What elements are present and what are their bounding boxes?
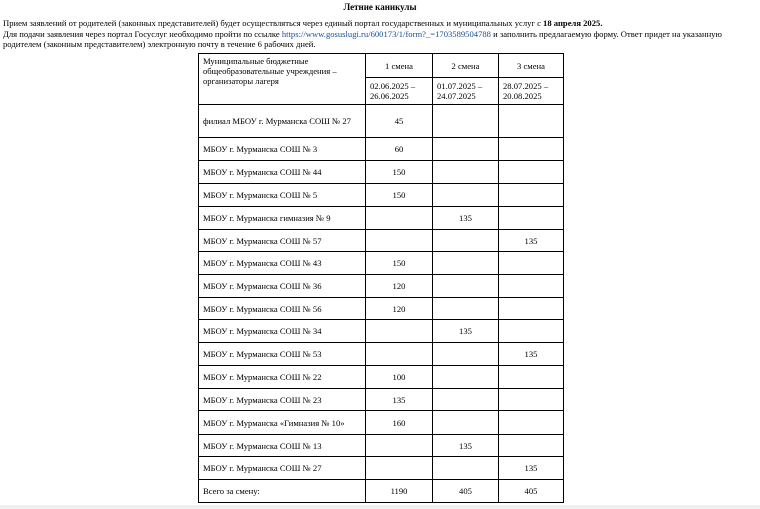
shift-2-capacity-cell — [433, 366, 499, 389]
shift-3-capacity-cell — [499, 411, 564, 435]
shift-2-capacity-cell — [433, 230, 499, 252]
shift-3-capacity-cell: 135 — [499, 230, 564, 252]
school-name-cell: МБОУ г. Мурманска СОШ № 43 — [199, 252, 366, 275]
gosuslugi-link[interactable]: https://www.gosuslugi.ru/600173/1/form?_=1703589504788 — [281, 28, 491, 39]
table-row — [199, 207, 564, 230]
school-name-cell: МБОУ г. Мурманска гимназия № 9 — [199, 207, 366, 230]
page-title: Летние каникулы — [343, 2, 417, 12]
org-column-header: Муниципальные бюджетные общеобразовательные учреждения – организаторы лагеря — [199, 54, 366, 105]
table-row — [199, 138, 564, 161]
shift-1-capacity-cell: 150 — [366, 161, 433, 184]
shift-2-capacity-cell — [433, 457, 499, 480]
shift-1-capacity-cell: 150 — [366, 184, 433, 207]
shift-3-capacity-cell — [499, 138, 564, 161]
school-name-cell: МБОУ г. Мурманска СОШ № 5 — [199, 184, 366, 207]
shift-1-capacity-cell: 60 — [366, 138, 433, 161]
intro-line-2 — [3, 29, 757, 50]
shift-2-capacity-cell — [433, 138, 499, 161]
total-shift-1-cell: 1190 — [366, 480, 433, 503]
shift-2-capacity-cell: 135 — [433, 435, 499, 457]
total-shift-2-cell: 405 — [433, 480, 499, 503]
shift-2-dates: 01.07.2025 – 24.07.2025 — [433, 78, 499, 105]
shift-3-capacity-cell — [499, 389, 564, 411]
shift-1-capacity-cell — [366, 457, 433, 480]
shift-3-capacity-cell — [499, 320, 564, 343]
shift-1-capacity-cell — [366, 230, 433, 252]
school-name-cell: МБОУ г. Мурманска СОШ № 56 — [199, 298, 366, 320]
intro-line-2-text: Для подачи заявления через портал Госуслуг необходимо пройти по ссылке — [3, 28, 282, 39]
shift-1-capacity-cell — [366, 343, 433, 366]
school-name-cell: МБОУ г. Мурманска СОШ № 23 — [199, 389, 366, 411]
table-row — [199, 411, 564, 435]
school-name-cell: МБОУ г. Мурманска «Гимназия № 10» — [199, 411, 366, 435]
shift-2-header: 2 смена — [433, 54, 499, 78]
school-name-cell: МБОУ г. Мурманска СОШ № 3 — [199, 138, 366, 161]
shift-1-dates: 02.06.2025 – 26.06.2025 — [366, 78, 433, 105]
shift-2-capacity-cell — [433, 184, 499, 207]
school-name-cell: МБОУ г. Мурманска СОШ № 57 — [199, 230, 366, 252]
shift-3-capacity-cell — [499, 207, 564, 230]
shift-1-capacity-cell: 120 — [366, 298, 433, 320]
school-name-cell: филиал МБОУ г. Мурманска СОШ № 27 — [199, 105, 366, 138]
shift-3-capacity-cell — [499, 184, 564, 207]
table-row — [199, 252, 564, 275]
intro-deadline-date: 18 апреля 2025. — [543, 18, 603, 28]
shift-2-capacity-cell — [433, 343, 499, 366]
shift-1-capacity-cell: 100 — [366, 366, 433, 389]
school-name-cell: МБОУ г. Мурманска СОШ № 13 — [199, 435, 366, 457]
school-name-cell: МБОУ г. Мурманска СОШ № 44 — [199, 161, 366, 184]
shift-2-capacity-cell — [433, 275, 499, 298]
shift-1-capacity-cell: 135 — [366, 389, 433, 411]
shift-3-header: 3 смена — [499, 54, 564, 78]
intro-text — [3, 18, 757, 50]
shift-1-capacity-cell — [366, 207, 433, 230]
table-row — [199, 343, 564, 366]
shift-3-capacity-cell — [499, 275, 564, 298]
total-label-cell: Всего за смену: — [199, 480, 366, 503]
table-row — [199, 230, 564, 252]
table-row — [199, 389, 564, 411]
shift-3-capacity-cell: 135 — [499, 457, 564, 480]
shift-2-capacity-cell: 135 — [433, 320, 499, 343]
shift-3-capacity-cell — [499, 252, 564, 275]
shift-2-capacity-cell: 135 — [433, 207, 499, 230]
shift-1-capacity-cell: 120 — [366, 275, 433, 298]
school-name-cell: МБОУ г. Мурманска СОШ № 22 — [199, 366, 366, 389]
table-row — [199, 457, 564, 480]
intro-line-1 — [3, 18, 757, 29]
shift-2-capacity-cell — [433, 298, 499, 320]
school-name-cell: МБОУ г. Мурманска СОШ № 53 — [199, 343, 366, 366]
shift-1-capacity-cell: 160 — [366, 411, 433, 435]
shift-3-capacity-cell: 135 — [499, 343, 564, 366]
school-name-cell: МБОУ г. Мурманска СОШ № 36 — [199, 275, 366, 298]
table-body — [199, 54, 564, 503]
shift-1-capacity-cell: 45 — [366, 105, 433, 138]
shift-1-capacity-cell — [366, 435, 433, 457]
shift-3-capacity-cell — [499, 161, 564, 184]
table-row — [199, 366, 564, 389]
table-row — [199, 320, 564, 343]
intro-line-1-text: Прием заявлений от родителей (законных представителей) будет осуществляться через единый портал государственных и муниципальных услуг с — [3, 18, 544, 28]
table-row — [199, 184, 564, 207]
shift-1-header: 1 смена — [366, 54, 433, 78]
school-name-cell: МБОУ г. Мурманска СОШ № 27 — [199, 457, 366, 480]
shift-3-capacity-cell — [499, 298, 564, 320]
total-shift-3-cell: 405 — [499, 480, 564, 503]
camp-schedule-table — [198, 53, 564, 503]
total-row — [199, 480, 564, 503]
table-row — [199, 275, 564, 298]
shift-1-capacity-cell — [366, 320, 433, 343]
shift-3-capacity-cell — [499, 366, 564, 389]
shift-2-capacity-cell — [433, 105, 499, 138]
bottom-strip — [0, 505, 760, 509]
shift-3-dates: 28.07.2025 – 20.08.2025 — [499, 78, 564, 105]
shift-2-capacity-cell — [433, 411, 499, 435]
intro-line-2-tail: и заполнить предлагаемую форму. Ответ придет на указанную родителем (законным представителем) электронную почту в течение 6 рабочих дней. — [3, 28, 722, 50]
header-row — [199, 54, 564, 78]
shift-2-capacity-cell — [433, 389, 499, 411]
table-row — [199, 298, 564, 320]
table-row — [199, 435, 564, 457]
table-row — [199, 161, 564, 184]
shift-2-capacity-cell — [433, 252, 499, 275]
shift-1-capacity-cell: 150 — [366, 252, 433, 275]
shift-2-capacity-cell — [433, 161, 499, 184]
table-row — [199, 105, 564, 138]
shift-3-capacity-cell — [499, 105, 564, 138]
shift-3-capacity-cell — [499, 435, 564, 457]
school-name-cell: МБОУ г. Мурманска СОШ № 34 — [199, 320, 366, 343]
